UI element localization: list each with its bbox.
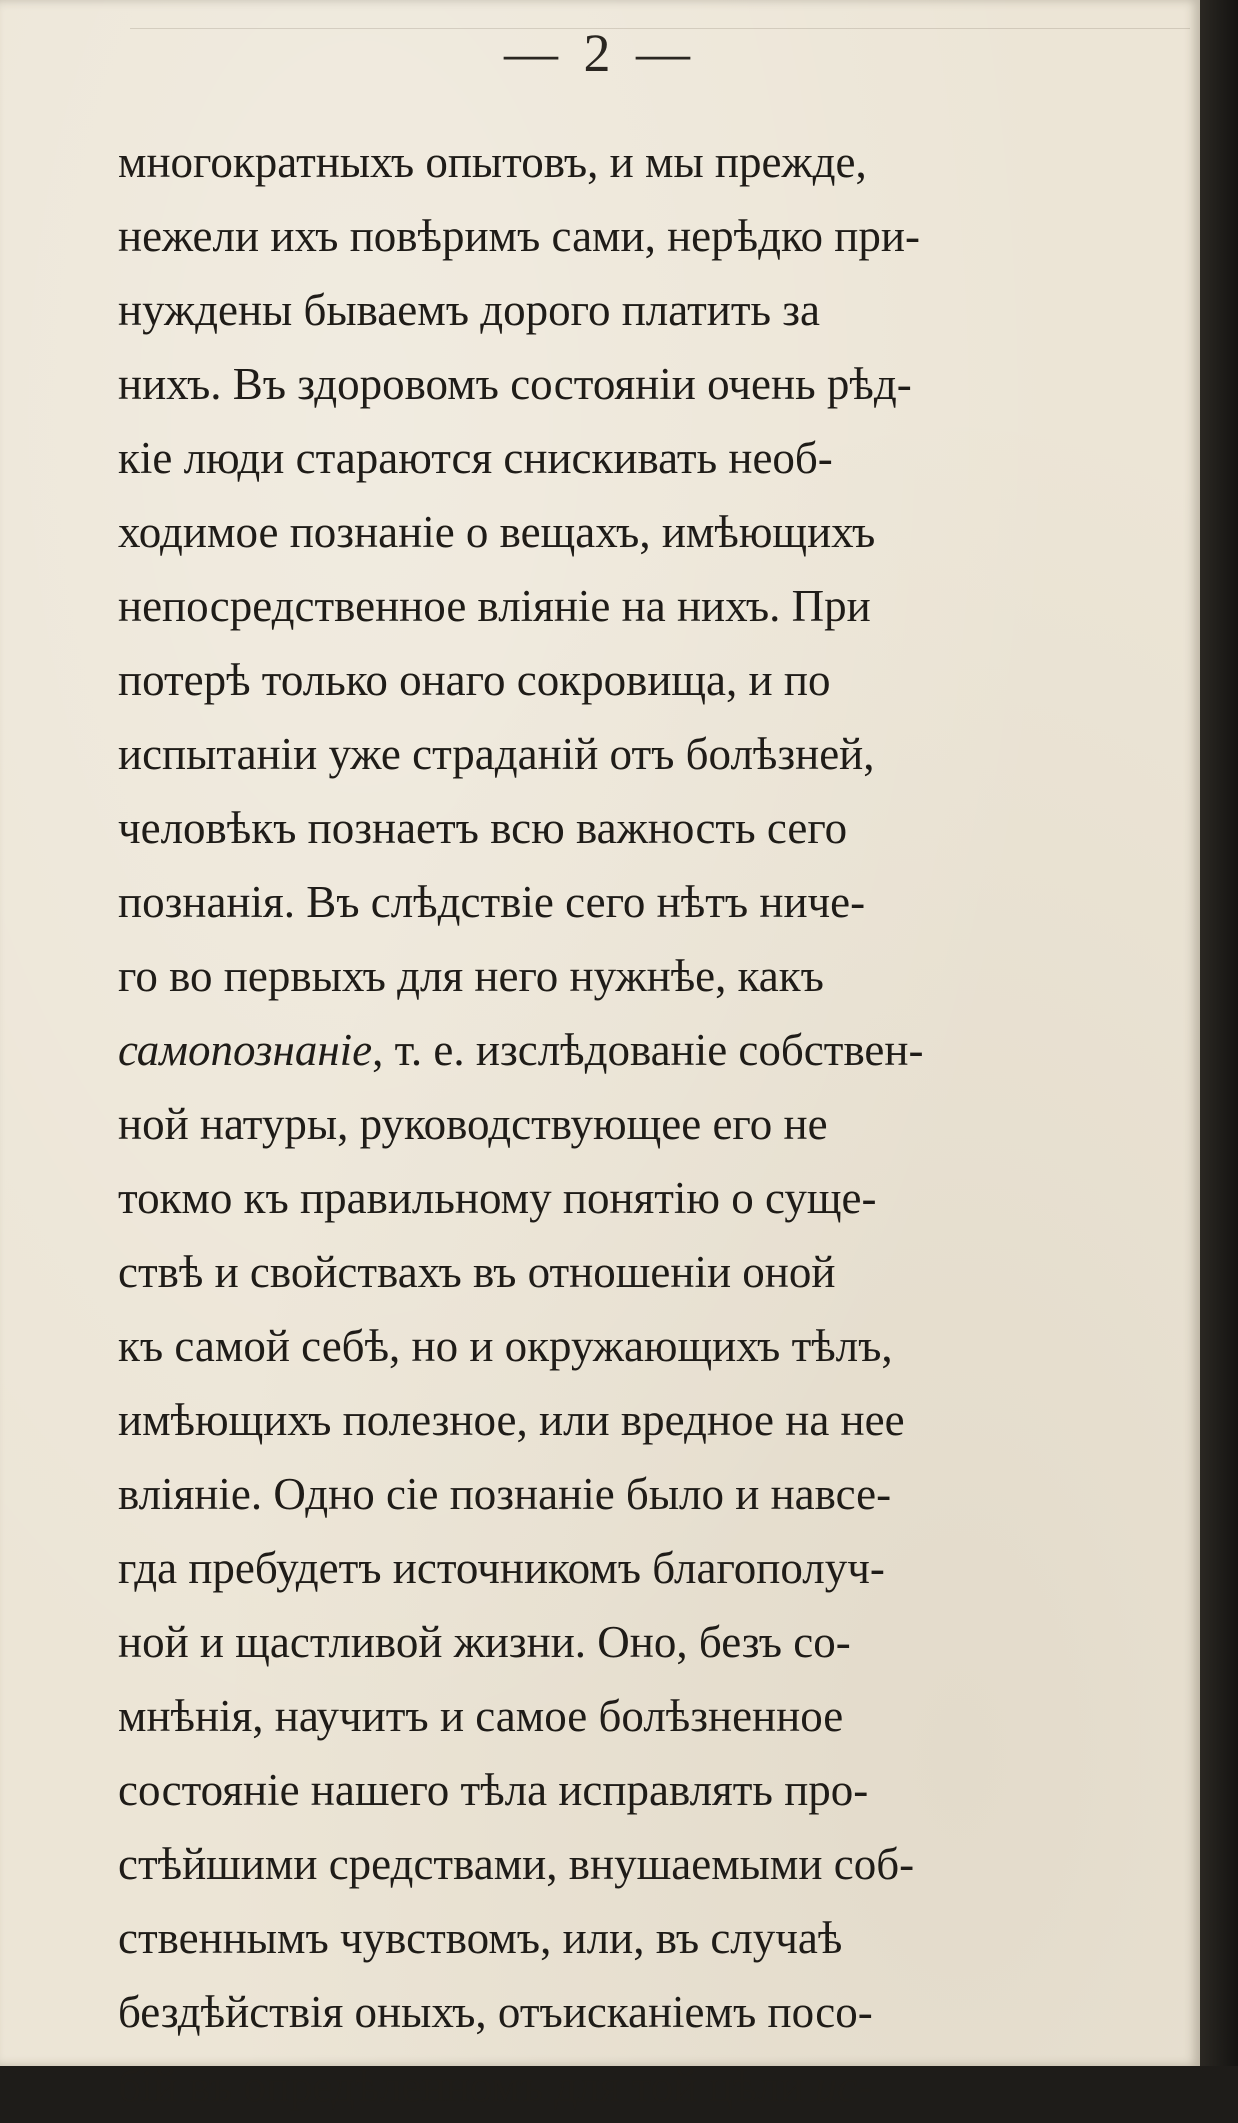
text-line-10 [118, 791, 1163, 865]
text-line-12 [118, 939, 1163, 1013]
line-text: вліяніе. Одно сіе познаніе было и навсе- [118, 1469, 892, 1519]
line-text: кіе люди стараются снискивать необ- [118, 433, 833, 483]
text-line-27 [118, 2049, 1163, 2123]
page-number-header: — 2 — [504, 23, 696, 83]
text-line-7 [118, 569, 1163, 643]
text-line-17 [118, 1309, 1163, 1383]
line-text: ствѣ и свойствахъ въ отношеніи оной [118, 1247, 836, 1297]
line-text: непосредственное вліяніе на нихъ. При [118, 581, 871, 631]
text-line-16 [118, 1235, 1163, 1309]
text-line-1 [118, 125, 1163, 199]
emphasized-word: ис- [814, 2061, 873, 2111]
line-text: нихъ. Въ здоровомъ состояніи очень рѣд- [118, 359, 912, 409]
text-line-2 [118, 199, 1163, 273]
line-text: мнѣнія, научитъ и самое болѣзненное [118, 1691, 844, 1741]
line-text: потерѣ только онаго сокровища, и по [118, 655, 831, 705]
text-line-25 [118, 1901, 1163, 1975]
line-text: ной и щастливой жизни. Оно, безъ со- [118, 1617, 851, 1667]
text-line-11 [118, 865, 1163, 939]
text-line-9 [118, 717, 1163, 791]
text-line-21 [118, 1605, 1163, 1679]
line-text: ной натуры, руководствующее его не [118, 1099, 828, 1149]
line-text: нуждены бываемъ дорого платить за [118, 285, 821, 335]
line-text: бій въ опредѣленномъ для той цѣли [118, 2061, 804, 2111]
line-text: человѣкъ познаетъ всю важность сего [118, 803, 848, 853]
text-line-23 [118, 1753, 1163, 1827]
line-text: познанія. Въ слѣдствіе сего нѣтъ ниче- [118, 877, 866, 927]
text-line-4 [118, 347, 1163, 421]
line-text: испытаніи уже страданій отъ болѣзней, [118, 729, 875, 779]
page-edge-shadow [1200, 0, 1238, 2066]
line-text: , т. е. изслѣдованіе собствен- [372, 1025, 924, 1075]
text-line-3 [118, 273, 1163, 347]
text-line-15 [118, 1161, 1163, 1235]
line-text: состояніе нашего тѣла исправлять про- [118, 1765, 869, 1815]
line-text: гда пребудетъ источникомъ благополуч- [118, 1543, 885, 1593]
text-line-13 [118, 1013, 1163, 1087]
text-line-19 [118, 1457, 1163, 1531]
line-text: го во первыхъ для него нужнѣе, какъ [118, 951, 824, 1001]
line-text: стѣйшими средствами, внушаемыми соб- [118, 1839, 915, 1889]
text-line-22 [118, 1679, 1163, 1753]
line-text: ственнымъ чувствомъ, или, въ случаѣ [118, 1913, 843, 1963]
emphasized-word: самопознаніе [118, 1025, 373, 1075]
line-text: многократныхъ опытовъ, и мы прежде, [118, 137, 867, 187]
text-line-18 [118, 1383, 1163, 1457]
line-text: токмо къ правильному понятію о суще- [118, 1173, 877, 1223]
line-text: нежели ихъ повѣримъ сами, нерѣдко при- [118, 211, 920, 261]
text-line-6 [118, 495, 1163, 569]
text-line-24 [118, 1827, 1163, 1901]
text-line-26 [118, 1975, 1163, 2049]
line-text: ходимое познаніе о вещахъ, имѣющихъ [118, 507, 876, 557]
line-text: имѣющихъ полезное, или вредное на нее [118, 1395, 905, 1445]
body-text [118, 125, 1163, 2123]
text-line-20 [118, 1531, 1163, 1605]
line-text: къ самой себѣ, но и окружающихъ тѣлъ, [118, 1321, 893, 1371]
text-line-8 [118, 643, 1163, 717]
text-line-14 [118, 1087, 1163, 1161]
line-text: бездѣйствія оныхъ, отъисканіемъ посо- [118, 1987, 873, 2037]
text-line-5 [118, 421, 1163, 495]
